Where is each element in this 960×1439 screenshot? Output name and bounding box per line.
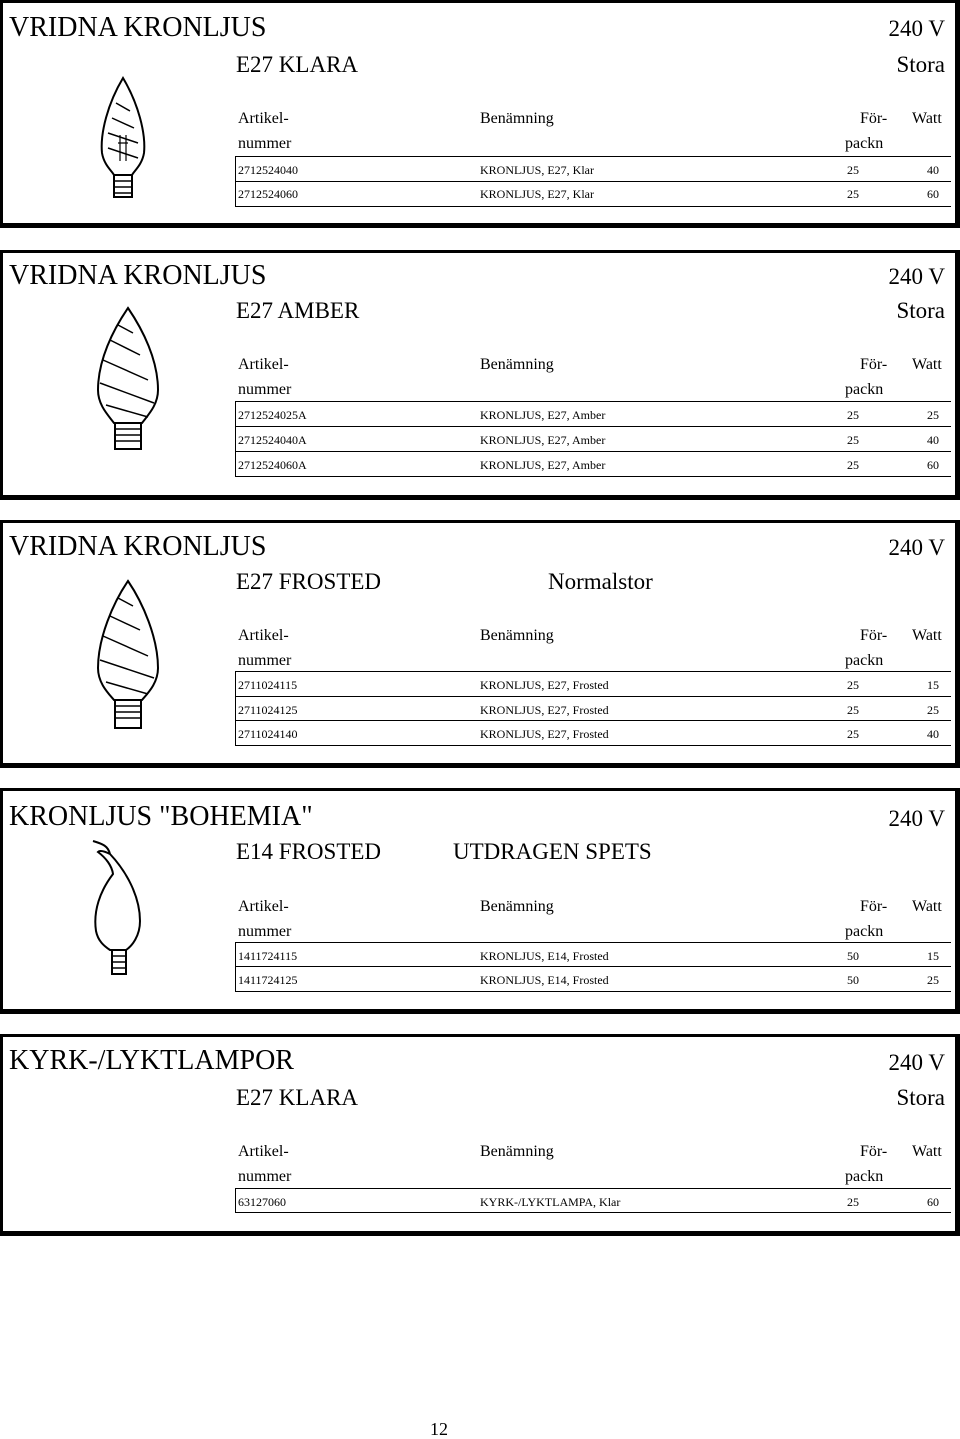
twisted-clear-candle-bulb-icon (88, 73, 158, 203)
header-packn: packn (845, 652, 884, 669)
table-left-border (235, 671, 236, 745)
header-for: För- (860, 898, 888, 915)
size-label: Normalstor (548, 569, 653, 594)
size-label: Stora (896, 52, 945, 77)
twisted-candle-bulb-icon (88, 305, 168, 455)
size-label: UTDRAGEN SPETS (453, 839, 652, 864)
wattage: 25 (927, 703, 939, 717)
header-benamning: Benämning (480, 898, 554, 915)
pack-count: 25 (847, 187, 859, 201)
section-title: KRONLJUS "BOHEMIA" (9, 801, 313, 832)
article-number: 2711024115 (238, 678, 298, 692)
table-divider (235, 181, 951, 182)
article-number: 2711024140 (238, 727, 298, 741)
header-benamning: Benämning (480, 356, 554, 373)
wattage: 25 (927, 408, 939, 422)
section-title: VRIDNA KRONLJUS (9, 12, 267, 43)
product-name: KRONLJUS, E27, Amber (480, 408, 606, 422)
article-number: 2712524040 (238, 163, 298, 177)
header-benamning: Benämning (480, 627, 554, 644)
pack-count: 25 (847, 727, 859, 741)
size-label: Stora (896, 1085, 945, 1110)
wattage: 40 (927, 727, 939, 741)
table-divider (235, 156, 951, 157)
wattage: 15 (927, 678, 939, 692)
table-divider (235, 991, 951, 992)
product-name: KRONLJUS, E27, Klar (480, 187, 594, 201)
table-divider (235, 426, 951, 427)
flame-tip-candle-bulb-icon (88, 836, 158, 986)
section-subtitle: E27 KLARA (236, 52, 359, 77)
article-number: 1411724125 (238, 973, 298, 987)
product-name: KRONLJUS, E14, Frosted (480, 949, 609, 963)
wattage: 60 (927, 1195, 939, 1209)
product-name: KYRK-/LYKTLAMPA, Klar (480, 1195, 621, 1209)
voltage-label: 240 V (888, 16, 945, 41)
header-artikel: Artikel- (238, 1143, 289, 1160)
voltage-label: 240 V (888, 535, 945, 560)
product-name: KRONLJUS, E27, Frosted (480, 678, 609, 692)
table-divider (235, 720, 951, 721)
header-watt: Watt (912, 627, 942, 644)
table-divider (235, 671, 951, 672)
section-title: VRIDNA KRONLJUS (9, 260, 267, 291)
page-number: 12 (430, 1419, 448, 1439)
size-label: Stora (896, 298, 945, 323)
wattage: 40 (927, 433, 939, 447)
product-section-kronljus-bohemia (0, 788, 960, 1014)
article-number: 2712524060 (238, 187, 298, 201)
article-number: 1411724115 (238, 949, 298, 963)
header-nummer: nummer (238, 381, 292, 398)
header-packn: packn (845, 381, 884, 398)
pack-count: 25 (847, 163, 859, 177)
header-for: För- (860, 627, 888, 644)
header-watt: Watt (912, 356, 942, 373)
wattage: 40 (927, 163, 939, 177)
header-packn: packn (845, 1168, 884, 1185)
wattage: 25 (927, 973, 939, 987)
section-subtitle: E27 AMBER (236, 298, 360, 323)
header-for: För- (860, 356, 888, 373)
section-title: KYRK-/LYKTLAMPOR (9, 1045, 294, 1076)
table-divider (235, 451, 951, 452)
voltage-label: 240 V (888, 806, 945, 831)
header-artikel: Artikel- (238, 898, 289, 915)
header-nummer: nummer (238, 135, 292, 152)
product-section-vridna-kronljus-e27-frosted (0, 520, 960, 768)
pack-count: 25 (847, 678, 859, 692)
pack-count: 25 (847, 1195, 859, 1209)
twisted-candle-bulb-icon (88, 578, 168, 738)
table-left-border (235, 401, 236, 476)
product-name: KRONLJUS, E27, Amber (480, 433, 606, 447)
pack-count: 25 (847, 703, 859, 717)
wattage: 60 (927, 458, 939, 472)
table-divider (235, 745, 951, 746)
header-nummer: nummer (238, 652, 292, 669)
header-for: För- (860, 1143, 888, 1160)
table-divider (235, 1212, 951, 1213)
table-divider (235, 942, 951, 943)
header-benamning: Benämning (480, 1143, 554, 1160)
pack-count: 25 (847, 458, 859, 472)
header-nummer: nummer (238, 1168, 292, 1185)
table-divider (235, 1188, 951, 1189)
header-watt: Watt (912, 898, 942, 915)
product-section-vridna-kronljus-e27-klara (0, 0, 960, 228)
header-nummer: nummer (238, 923, 292, 940)
table-divider (235, 476, 951, 477)
pack-count: 25 (847, 408, 859, 422)
article-number: 2712524060A (238, 458, 307, 472)
pack-count: 25 (847, 433, 859, 447)
section-title: VRIDNA KRONLJUS (9, 531, 267, 562)
header-packn: packn (845, 135, 884, 152)
voltage-label: 240 V (888, 1050, 945, 1075)
pack-count: 50 (847, 949, 859, 963)
article-number: 2711024125 (238, 703, 298, 717)
section-subtitle: E27 FROSTED (236, 569, 382, 594)
table-left-border (235, 1188, 236, 1212)
header-packn: packn (845, 923, 884, 940)
wattage: 60 (927, 187, 939, 201)
header-artikel: Artikel- (238, 356, 289, 373)
header-artikel: Artikel- (238, 110, 289, 127)
product-section-vridna-kronljus-e27-amber (0, 250, 960, 500)
table-divider (235, 696, 951, 697)
article-number: 2712524040A (238, 433, 307, 447)
article-number: 63127060 (238, 1195, 286, 1209)
product-name: KRONLJUS, E27, Frosted (480, 727, 609, 741)
header-watt: Watt (912, 1143, 942, 1160)
header-artikel: Artikel- (238, 627, 289, 644)
header-for: För- (860, 110, 888, 127)
table-divider (235, 966, 951, 967)
product-name: KRONLJUS, E27, Frosted (480, 703, 609, 717)
pack-count: 50 (847, 973, 859, 987)
product-name: KRONLJUS, E27, Klar (480, 163, 594, 177)
wattage: 15 (927, 949, 939, 963)
product-name: KRONLJUS, E27, Amber (480, 458, 606, 472)
header-benamning: Benämning (480, 110, 554, 127)
section-subtitle: E14 FROSTED (236, 839, 382, 864)
voltage-label: 240 V (888, 264, 945, 289)
section-subtitle: E27 KLARA (236, 1085, 359, 1110)
product-section-kyrk-lyktlampor (0, 1034, 960, 1236)
table-divider (235, 401, 951, 402)
header-watt: Watt (912, 110, 942, 127)
product-name: KRONLJUS, E14, Frosted (480, 973, 609, 987)
table-divider (235, 206, 951, 207)
article-number: 2712524025A (238, 408, 307, 422)
